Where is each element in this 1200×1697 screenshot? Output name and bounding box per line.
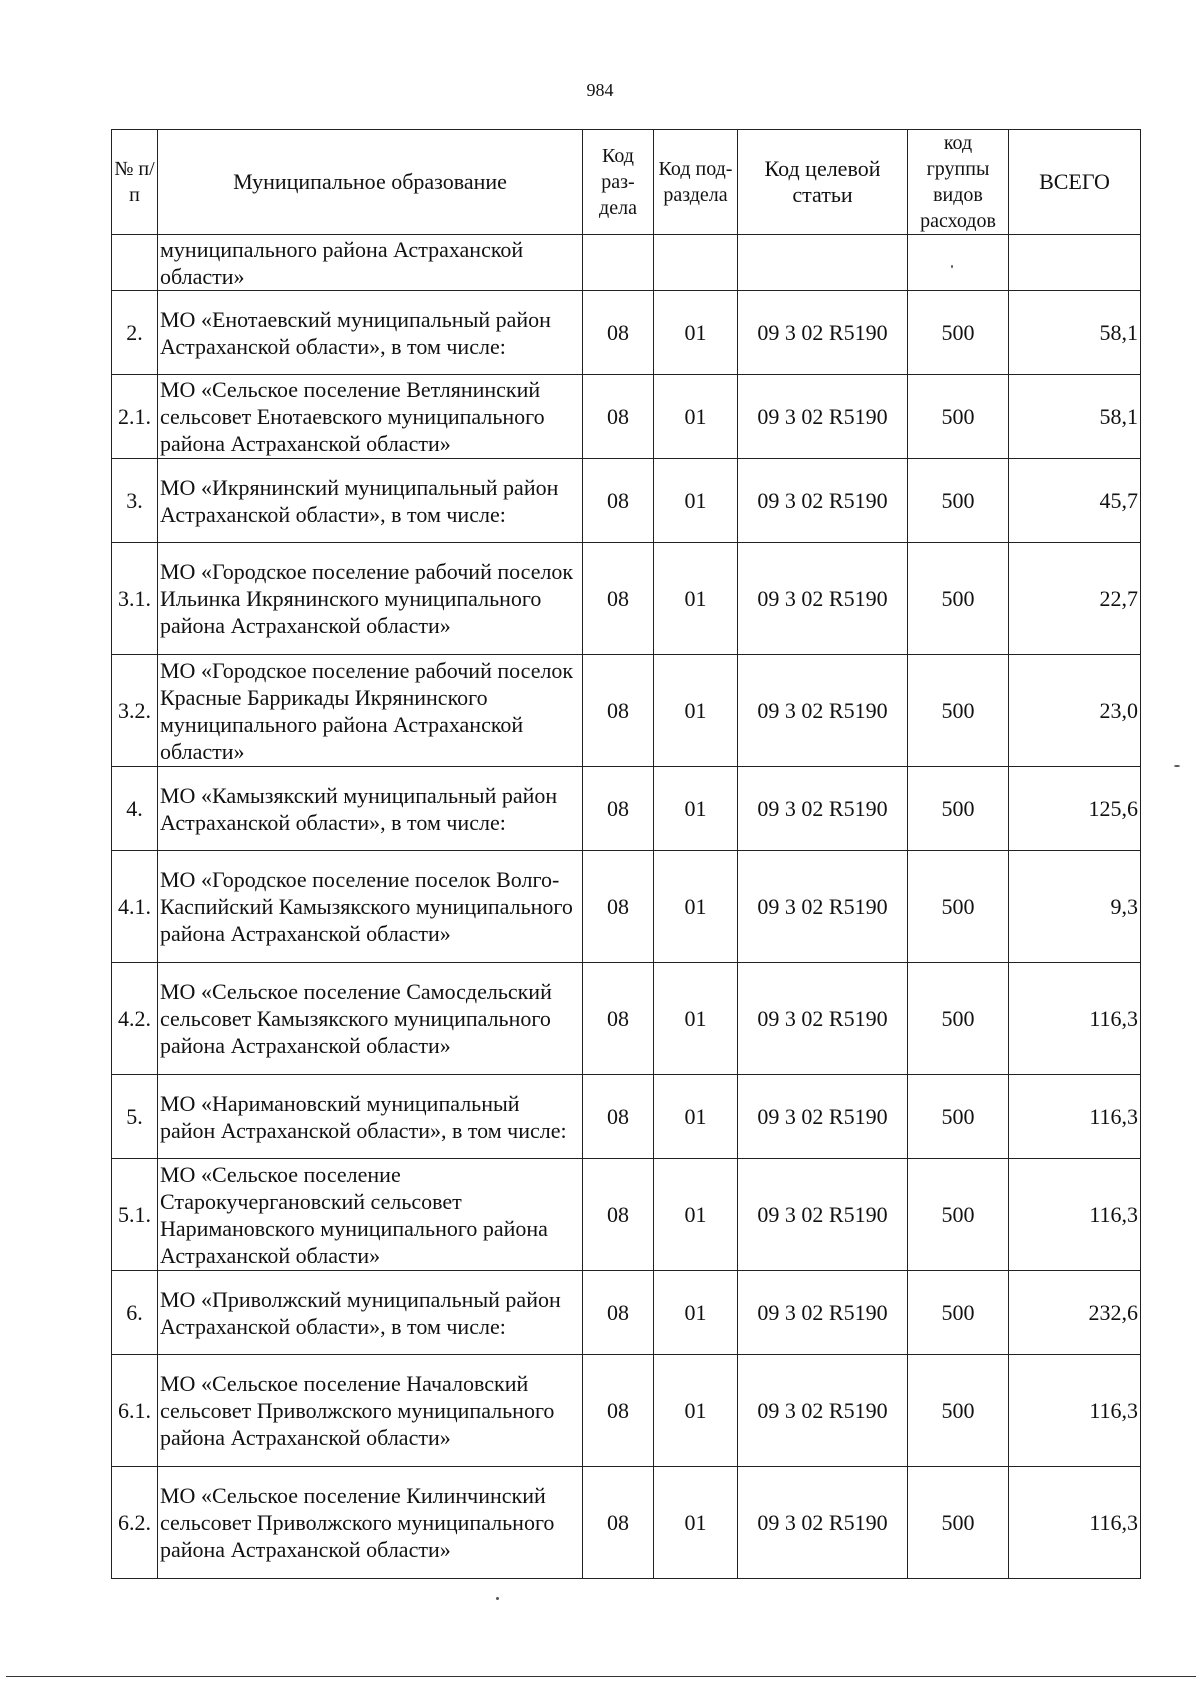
header-municipality: Муниципальное образование: [158, 130, 583, 235]
row-municipality: МО «Сельское поселение Началовский сельсовет Приволжского муниципального района Астраханской области»: [158, 1355, 583, 1467]
row-expense-group-code: 500: [908, 1075, 1009, 1159]
row-number: 6.2.: [112, 1467, 158, 1579]
table-row: [112, 459, 1141, 543]
table-row: [112, 655, 1141, 767]
row-total: [1009, 235, 1141, 291]
row-expense-group-code: 500: [908, 543, 1009, 655]
row-expense-group-code: 500: [908, 375, 1009, 459]
row-subsection-code: 01: [654, 1159, 738, 1271]
row-section-code: 08: [583, 1159, 654, 1271]
row-target-code: [738, 235, 908, 291]
row-number: 5.1.: [112, 1159, 158, 1271]
row-total: 9,3: [1009, 851, 1141, 963]
row-number: 5.: [112, 1075, 158, 1159]
row-municipality: МО «Городское поселение рабочий поселок Ильинка Икрянинского муниципального района Астраханской области»: [158, 543, 583, 655]
row-municipality: МО «Сельское поселение Ветлянинский сельсовет Енотаевского муниципального района Астраханской области»: [158, 375, 583, 459]
row-subsection-code: 01: [654, 375, 738, 459]
row-target-code: 09 3 02 R5190: [738, 963, 908, 1075]
row-total: 22,7: [1009, 543, 1141, 655]
row-section-code: 08: [583, 459, 654, 543]
row-expense-group-code: 500: [908, 459, 1009, 543]
row-section-code: 08: [583, 1271, 654, 1355]
row-municipality: муниципального района Астраханской области»: [158, 235, 583, 291]
row-target-code: 09 3 02 R5190: [738, 459, 908, 543]
row-subsection-code: 01: [654, 655, 738, 767]
row-subsection-code: 01: [654, 1075, 738, 1159]
table-row: [112, 375, 1141, 459]
row-number: 4.: [112, 767, 158, 851]
budget-allocation-table: [111, 129, 1141, 1579]
row-total: 45,7: [1009, 459, 1141, 543]
row-target-code: 09 3 02 R5190: [738, 767, 908, 851]
row-number: 6.: [112, 1271, 158, 1355]
row-section-code: 08: [583, 1075, 654, 1159]
row-total: 232,6: [1009, 1271, 1141, 1355]
row-expense-group-code: 500: [908, 1355, 1009, 1467]
row-municipality: МО «Городское поселение рабочий поселок Красные Баррикады Икрянинского муниципального района Астраханской области»: [158, 655, 583, 767]
row-target-code: 09 3 02 R5190: [738, 1271, 908, 1355]
row-number: 4.2.: [112, 963, 158, 1075]
row-subsection-code: 01: [654, 459, 738, 543]
row-expense-group-code: 500: [908, 1159, 1009, 1271]
row-number: 6.1.: [112, 1355, 158, 1467]
row-target-code: 09 3 02 R5190: [738, 1159, 908, 1271]
table-row: [112, 1271, 1141, 1355]
row-target-code: 09 3 02 R5190: [738, 291, 908, 375]
scan-speck: [1174, 765, 1180, 767]
row-subsection-code: 01: [654, 543, 738, 655]
row-target-code: 09 3 02 R5190: [738, 851, 908, 963]
row-section-code: 08: [583, 1467, 654, 1579]
row-number: 2.1.: [112, 375, 158, 459]
row-number: [112, 235, 158, 291]
row-subsection-code: 01: [654, 1271, 738, 1355]
row-municipality: МО «Камызякский муниципальный район Астраханской области», в том числе:: [158, 767, 583, 851]
table-row: [112, 1075, 1141, 1159]
scan-speck: [496, 1597, 499, 1600]
row-subsection-code: 01: [654, 1355, 738, 1467]
table-row: [112, 291, 1141, 375]
row-total: 116,3: [1009, 1075, 1141, 1159]
row-subsection-code: 01: [654, 1467, 738, 1579]
bottom-rule: [6, 1676, 1196, 1677]
table-row: [112, 767, 1141, 851]
table-header-row: [112, 130, 1141, 235]
table-body: [112, 235, 1141, 1579]
header-expense-group-code: код группы видов расходов: [908, 130, 1009, 235]
scan-speck: [951, 265, 953, 268]
row-section-code: 08: [583, 851, 654, 963]
table-row: [112, 1159, 1141, 1271]
row-subsection-code: 01: [654, 963, 738, 1075]
row-municipality: МО «Городское поселение поселок Волго-Каспийский Камызякского муниципального района Астраханской области»: [158, 851, 583, 963]
row-section-code: 08: [583, 1355, 654, 1467]
row-subsection-code: 01: [654, 767, 738, 851]
header-target-code: Код целевой статьи: [738, 130, 908, 235]
row-municipality: МО «Икрянинский муниципальный район Астраханской области», в том числе:: [158, 459, 583, 543]
row-expense-group-code: 500: [908, 767, 1009, 851]
row-target-code: 09 3 02 R5190: [738, 543, 908, 655]
header-num: № п/п: [112, 130, 158, 235]
row-expense-group-code: 500: [908, 1467, 1009, 1579]
row-target-code: 09 3 02 R5190: [738, 1355, 908, 1467]
page-number: 984: [586, 80, 614, 100]
row-section-code: 08: [583, 291, 654, 375]
table-row: [112, 1467, 1141, 1579]
table-row: [112, 235, 1141, 291]
row-total: 58,1: [1009, 375, 1141, 459]
header-total: ВСЕГО: [1009, 130, 1141, 235]
row-number: 4.1.: [112, 851, 158, 963]
row-total: 58,1: [1009, 291, 1141, 375]
row-target-code: 09 3 02 R5190: [738, 655, 908, 767]
header-subsection-code: Код под- раздела: [654, 130, 738, 235]
row-number: 3.: [112, 459, 158, 543]
row-section-code: 08: [583, 767, 654, 851]
row-number: 2.: [112, 291, 158, 375]
row-municipality: МО «Сельское поселение Старокучергановский сельсовет Наримановского муниципального района Астраханской области»: [158, 1159, 583, 1271]
row-expense-group-code: 500: [908, 851, 1009, 963]
row-expense-group-code: [908, 235, 1009, 291]
row-section-code: 08: [583, 655, 654, 767]
row-municipality: МО «Наримановский муниципальный район Астраханской области», в том числе:: [158, 1075, 583, 1159]
row-subsection-code: [654, 235, 738, 291]
table-row: [112, 963, 1141, 1075]
row-total: 125,6: [1009, 767, 1141, 851]
row-expense-group-code: 500: [908, 1271, 1009, 1355]
header-section-code: Код раз- дела: [583, 130, 654, 235]
row-section-code: 08: [583, 375, 654, 459]
table-row: [112, 1355, 1141, 1467]
row-subsection-code: 01: [654, 851, 738, 963]
table-row: [112, 851, 1141, 963]
row-total: 116,3: [1009, 1355, 1141, 1467]
row-municipality: МО «Сельское поселение Килинчинский сельсовет Приволжского муниципального района Астраханской области»: [158, 1467, 583, 1579]
row-municipality: МО «Енотаевский муниципальный район Астраханской области», в том числе:: [158, 291, 583, 375]
row-section-code: 08: [583, 963, 654, 1075]
row-expense-group-code: 500: [908, 291, 1009, 375]
row-subsection-code: 01: [654, 291, 738, 375]
row-target-code: 09 3 02 R5190: [738, 1075, 908, 1159]
row-total: 116,3: [1009, 1159, 1141, 1271]
row-municipality: МО «Приволжский муниципальный район Астраханской области», в том числе:: [158, 1271, 583, 1355]
row-target-code: 09 3 02 R5190: [738, 1467, 908, 1579]
row-total: 23,0: [1009, 655, 1141, 767]
row-total: 116,3: [1009, 963, 1141, 1075]
row-target-code: 09 3 02 R5190: [738, 375, 908, 459]
row-municipality: МО «Сельское поселение Самосдельский сельсовет Камызякского муниципального района Астраханской области»: [158, 963, 583, 1075]
row-number: 3.2.: [112, 655, 158, 767]
row-section-code: [583, 235, 654, 291]
table-row: [112, 543, 1141, 655]
row-expense-group-code: 500: [908, 963, 1009, 1075]
row-expense-group-code: 500: [908, 655, 1009, 767]
row-total: 116,3: [1009, 1467, 1141, 1579]
row-number: 3.1.: [112, 543, 158, 655]
row-section-code: 08: [583, 543, 654, 655]
